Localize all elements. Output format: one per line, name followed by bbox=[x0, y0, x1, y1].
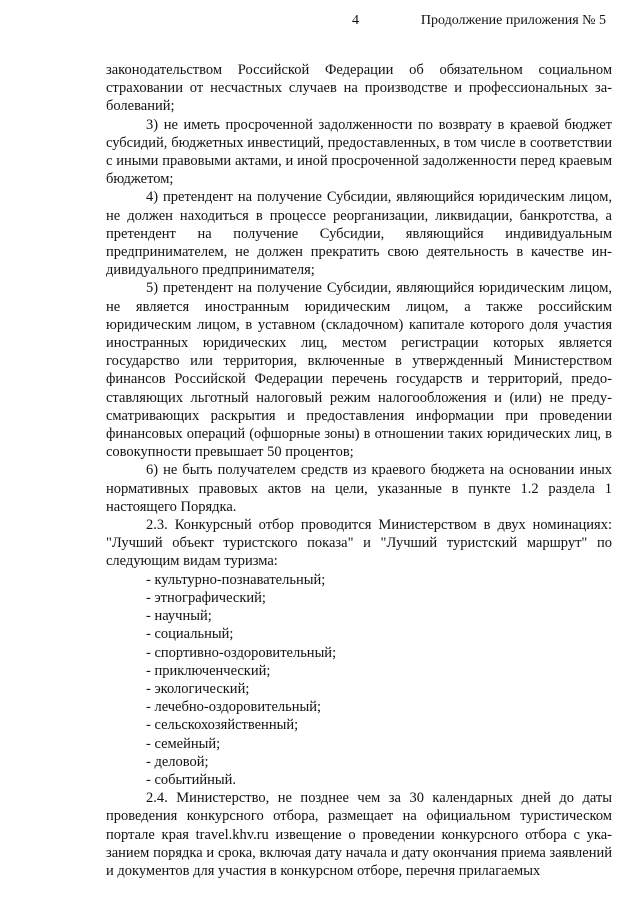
list-item: - этнографический; bbox=[146, 589, 266, 606]
appendix-header: Продолжение приложения № 5 bbox=[420, 13, 606, 28]
list-item: - спортивно-оздоровительный; bbox=[146, 644, 337, 661]
list-item: - приключенческий; bbox=[146, 662, 271, 679]
paragraph-item-4: 4) претендент на получение Субсидии, являющийся юридическим лицом, не должен находиться в процессе реорганизации, ликвидации, банкротства, а претендент на получение Субсидии, являющийся индивидуальным предпринимателем, не должен прекратить свою деятельность в качестве индивидуального предпринимателя; bbox=[106, 189, 612, 279]
list-item: - сельскохозяйственный; bbox=[146, 717, 299, 734]
paragraph-intro-continuation: законодательством Российской Федерации об обязательном социальном страховании от несчастных случаев на производстве и профессиональных заболеваний; bbox=[106, 62, 612, 115]
paragraph-item-6: 6) не быть получателем средств из краевого бюджета на основании иных нормативных правовых актов на цели, указанные в пункте 1.2 раздела 1 настоящего Порядка. bbox=[106, 462, 612, 515]
list-item: - социальный; bbox=[146, 626, 234, 643]
list-item: - деловой; bbox=[146, 753, 209, 770]
list-item: - культурно-познавательный; bbox=[146, 571, 326, 588]
paragraph-section-2-4: 2.4. Министерство, не позднее чем за 30 календарных дней до даты проведения конкурсного отбора, размещает на официальном туристическом портале края travel.khv.ru извещение о проведении конкурсного отбора с указанием порядка и срока, включая дату начала и дату окончания приема заявлений и документов для участия в конкурсном отборе, перечня прилагаемых bbox=[106, 790, 612, 879]
paragraph-section-2-3: 2.3. Конкурсный отбор проводится Министерством в двух номинациях: "Лучший объект туристского показа" и "Лучший туристский маршрут" по следующим видам туризма: bbox=[106, 517, 612, 570]
list-item: - экологический; bbox=[146, 680, 250, 697]
tourism-types-list bbox=[106, 571, 612, 789]
paragraph-item-5: 5) претендент на получение Субсидии, являющийся юридическим лицом, не является иностранным юридическим лицом, а также российским юридическим лицом, в уставном (складочном) капитале которого доля участия иностранных юридических лиц, местом регистрации которых является государство или территория, включенные в утвержденный Министерством финансов Российской Федерации перечень государств и территорий, предоставляющих льготный налоговый режим налогообложения и (или) не предусматривающих раскрытия и предоставления информации при проведении финансовых операций (офшорные зоны) в отношении таких юридических лиц, в совокупности превышает 50 процентов; bbox=[106, 280, 612, 461]
document-body bbox=[106, 61, 612, 880]
list-item: - лечебно-оздоровительный; bbox=[146, 699, 322, 716]
page-number: 4 bbox=[352, 13, 359, 28]
list-item: - семейный; bbox=[146, 735, 221, 752]
list-item: - событийный. bbox=[146, 771, 237, 788]
list-item: - научный; bbox=[146, 608, 212, 625]
paragraph-item-3: 3) не иметь просроченной задолженности по возврату в краевой бюджет субсидий, бюджетных инвестиций, предоставленных, в том числе в соответствии с иными правовыми актами, и иной просроченной задолженности перед краевым бюджетом; bbox=[106, 116, 612, 188]
